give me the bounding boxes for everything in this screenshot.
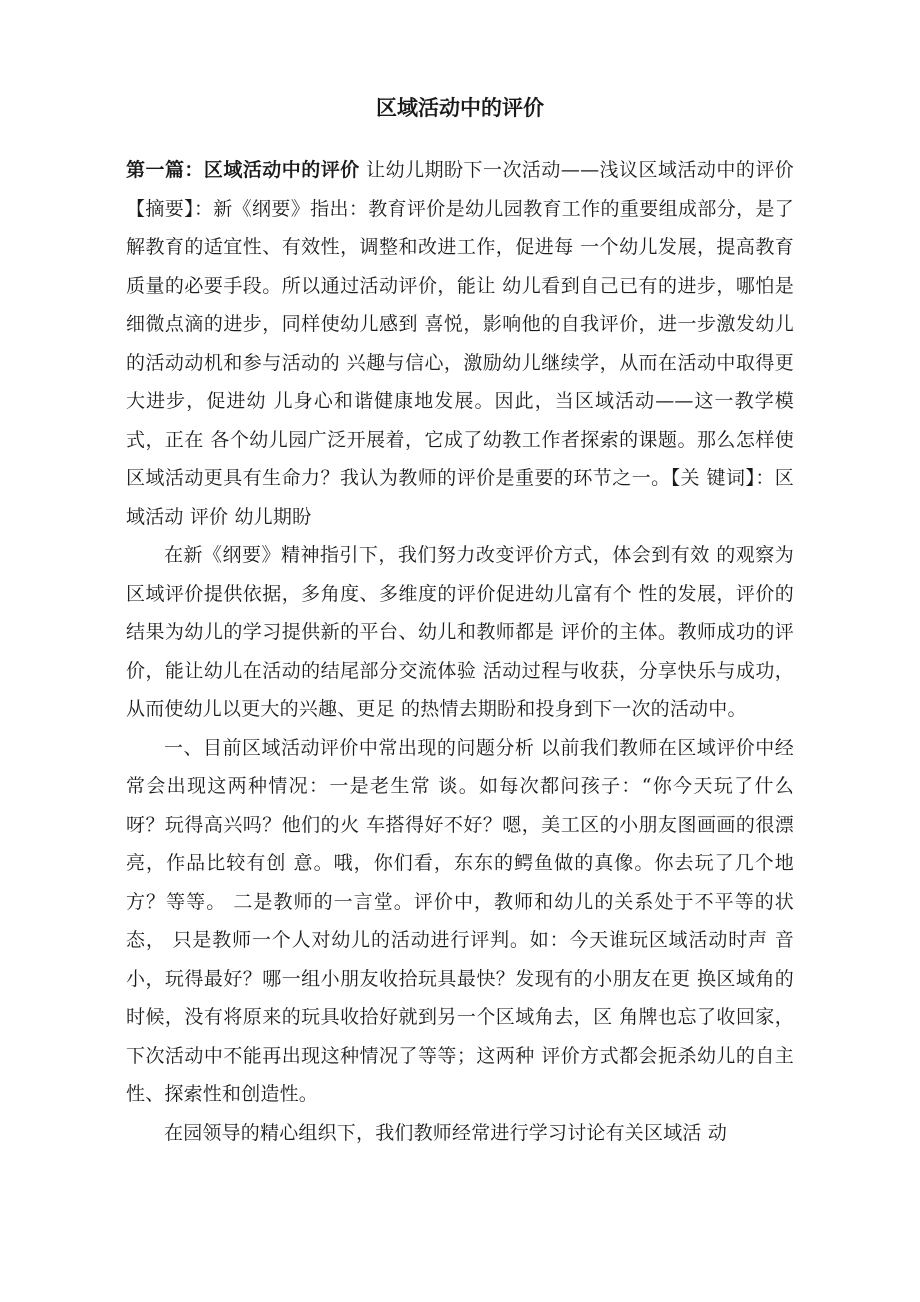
abstract-text: 让幼儿期盼下一次活动——浅议区域活动中的评价 【摘要】：新《纲要》指出：教育评价是幼儿园教育工作的重要组成部分，是了解教育的适宜性、有效性，调整和改进工作，促进每 一个幼儿发展，提高教育质量的必要手段。所以通过活动评价，能让 幼儿看到自己已有的进步，哪怕是细微点滴的进步，同样使幼儿感到 喜悦，影响他的自我评价，进一步激发幼儿的活动动机和参与活动的 兴趣与信心，激励幼儿继续学，从而在活动中取得更大进步，促进幼 儿身心和谐健康地发展。因此，当区域活动——这一教学模式，正在 各个幼儿园广泛开展着，它成了幼教工作者探索的课题。那么怎样使 区域活动更具有生命力？我认为教师的评价是重要的环节之一。【关 键词】：区域活动 评价 幼儿期盼 xyxy=(126,159,794,528)
section-heading: 第一篇：区域活动中的评价 xyxy=(126,159,360,181)
paragraph-abstract xyxy=(126,151,794,536)
paragraph-problem-analysis: 一、目前区域活动评价中常出现的问题分析 以前我们教师在区域评价中经常会出现这两种情况：一是老生常 谈。如每次都问孩子：“你今天玩了什么呀？玩得高兴吗？他们的火 车搭得好不好？嗯，美工区的小朋友图画画的很漂亮，作品比较有创 意。哦，你们看，东东的鳄鱼做的真像。你去玩了几个地方？等等。 二是教师的一言堂。评价中，教师和幼儿的关系处于不平等的状态， 只是教师一个人对幼儿的活动进行评判。如：今天谁玩区域活动时声 音小，玩得最好？哪一组小朋友收拾玩具最快？发现有的小朋友在更 换区域角的时候，没有将原来的玩具收拾好就到另一个区域角去，区 角牌也忘了收回家，下次活动中不能再出现这种情况了等等；这两种 评价方式都会扼杀幼儿的自主性、探索性和创造性。 xyxy=(126,736,794,1105)
paragraph-continuation: 在园领导的精心组织下，我们教师经常进行学习讨论有关区域活 动 xyxy=(164,1121,728,1144)
paragraph-body: 在新《纲要》精神指引下，我们努力改变评价方式，体会到有效 的观察为区域评价提供依据，多角度、多维度的评价促进幼儿富有个 性的发展，评价的结果为幼儿的学习提供新的平台、幼儿和教师都是 评价的主体。教师成功的评价，能让幼儿在活动的结尾部分交流体验 活动过程与收获，分享快乐与成功，从而使幼儿以更大的兴趣、更足 的热情去期盼和投身到下一次的活动中。 xyxy=(126,544,794,720)
document-title: 区域活动中的评价 xyxy=(376,96,544,120)
